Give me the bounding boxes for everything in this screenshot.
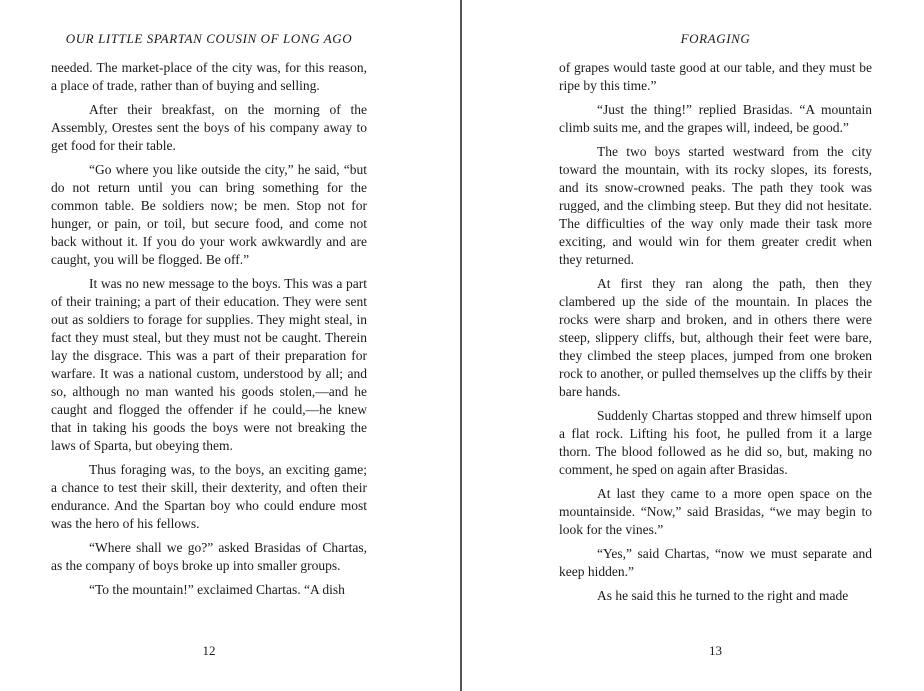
right-page-body xyxy=(559,59,872,611)
paragraph: Thus foraging was, to the boys, an exciting game; a chance to test their skill, their dexterity, and often their endurance. And the Spartan boy who could endure most was the hero of his fellows. xyxy=(51,462,367,531)
paragraph: “Just the thing!” replied Brasidas. “A mountain climb suits me, and the grapes will, indeed, be good.” xyxy=(559,102,872,135)
gutter-divider xyxy=(460,0,462,691)
left-page-body xyxy=(51,59,367,605)
paragraph: It was no new message to the boys. This was a part of their training; a part of their education. They were sent out as soldiers to forage for supplies. They might steal, in fact they must steal, but they must not be caught. Therein lay the disgrace. This was a part of their preparation for warfare. It was a national custom, understood by all; and so, although no man wanted his goods stolen,—and he caught and flogged the offender if he could,—he knew that in taking his goods the boys were not breaking the laws of Sparta, but obeying them. xyxy=(51,276,367,453)
paragraph: After their breakfast, on the morning of the Assembly, Orestes sent the boys of his company away to get food for their table. xyxy=(51,102,367,153)
running-head-right: FORAGING xyxy=(680,31,751,46)
paragraph: At last they came to a more open space on the mountainside. “Now,” said Brasidas, “we may begin to look for the vines.” xyxy=(559,486,872,537)
paragraph: needed. The market-place of the city was, for this reason, a place of trade, rather than of buying and selling. xyxy=(51,60,367,93)
paragraph: “To the mountain!” exclaimed Chartas. “A dish xyxy=(89,582,345,597)
right-page xyxy=(559,0,872,691)
left-page xyxy=(51,0,367,691)
paragraph: of grapes would taste good at our table, and they must be ripe by this time.” xyxy=(559,60,872,93)
page-number-left: 12 xyxy=(202,643,216,658)
paragraph: As he said this he turned to the right and made xyxy=(597,588,849,603)
page-number-right: 13 xyxy=(709,643,722,658)
paragraph: “Where shall we go?” asked Brasidas of Chartas, as the company of boys broke up into smaller groups. xyxy=(51,540,367,573)
paragraph: Suddenly Chartas stopped and threw himself upon a flat rock. Lifting his foot, he pulled from it a large thorn. The blood followed as he did so, but, making no comment, he sped on again after Brasidas. xyxy=(559,408,872,477)
paragraph: The two boys started westward from the city toward the mountain, with its rocky slopes, its forests, and its snow-crowned peaks. The path they took was rugged, and the climbing steep. But they did not hesitate. The difficulties of the way only made their task more exciting, and would win for them greater credit when they returned. xyxy=(559,144,872,267)
paragraph: “Yes,” said Chartas, “now we must separate and keep hidden.” xyxy=(559,546,872,579)
paragraph: At first they ran along the path, then they clambered up the side of the mountain. In places the rocks were sharp and broken, and in others there were steep, slippery cliffs, but, although their feet were bare, they climbed the steep places, jumped from one broken rock to another, or pulled themselves up the cliffs by their bare hands. xyxy=(559,276,872,399)
running-head-left: OUR LITTLE SPARTAN COUSIN OF LONG AGO xyxy=(65,31,353,46)
paragraph: “Go where you like outside the city,” he said, “but do not return until you can bring something for the common table. Be soldiers now; be men. Stop not for hunger, or pain, or toil, but secure food, and come not back without it. If you do your work awkwardly and are caught, you will be flogged. Be off.” xyxy=(51,162,367,267)
